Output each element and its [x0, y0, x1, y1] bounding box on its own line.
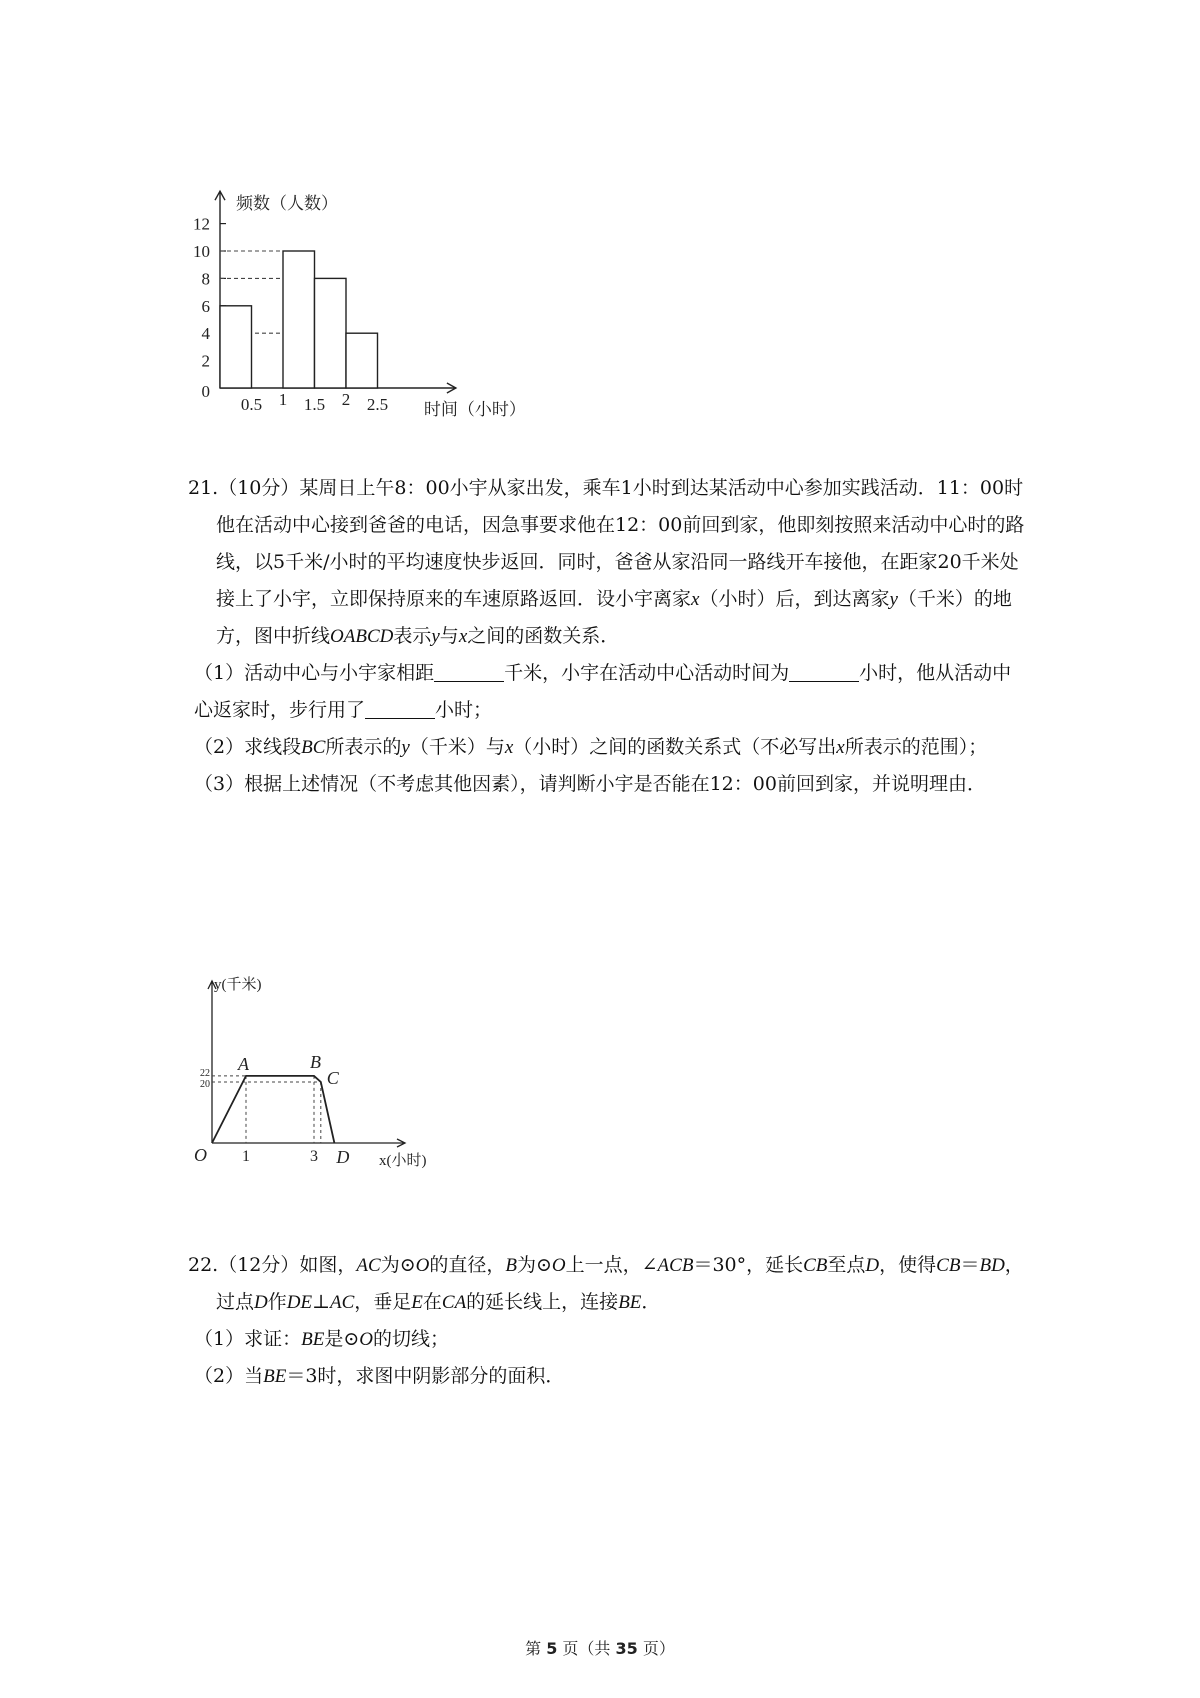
var-be: BE	[301, 1329, 325, 1350]
x-tick-label: 1.5	[303, 395, 326, 414]
var-d: D	[254, 1292, 268, 1313]
q22-part-1	[188, 1321, 1028, 1358]
var-bc: BC	[301, 737, 326, 758]
question-22	[188, 1247, 1028, 1395]
q21-part-1	[188, 655, 1028, 729]
var-ac: AC	[356, 1255, 381, 1276]
q21-stem-text: 与	[439, 625, 459, 647]
var-o: O	[359, 1329, 373, 1350]
q22-text: 22.（12分）如图，	[188, 1254, 357, 1276]
x-axis-title: 时间（小时）	[423, 400, 526, 420]
var-be: BE	[263, 1366, 287, 1387]
q22-text: 的直径，	[429, 1254, 506, 1276]
y-tick-label: 20	[200, 1079, 210, 1090]
q21-p2-text: （千米）与	[409, 736, 505, 758]
q21-part-3	[188, 766, 1028, 803]
q21-p2-text: （小时）之间的函数关系式（不必写出	[513, 736, 837, 758]
q21-stem-text: 21.（10分）某周日上午8：00小宇从家出发，乘车1小时到达某活动中心参加实践活动．11：00时他在活动中心接到爸爸的电话，因急事要求他在12：00前回到家，他即刻按照来活动中心时的路线，以5千米/小时的平均速度快步返回．同时，爸爸从家沿同一路线开车接他，在距家20千米处接上了小宇，立即保持原来的车速原路返回．设小宇离家	[188, 477, 1025, 610]
histogram-bar	[315, 278, 347, 388]
footer-text: 页（共	[562, 1639, 611, 1658]
footer-text: 第	[525, 1639, 542, 1658]
y-tick-label: 4	[201, 324, 210, 344]
var-o: O	[551, 1255, 566, 1276]
x-tick-label: 3	[310, 1148, 318, 1165]
x-axis-title: x(小时)	[379, 1153, 427, 1169]
q22-text: 为⊙	[380, 1254, 416, 1276]
series-line-oabcd	[212, 1076, 334, 1143]
x-tick-label: 0.5	[240, 395, 263, 414]
q21-stem-text: 之间的函数关系．	[467, 625, 620, 647]
point-label: C	[326, 1068, 339, 1088]
var-o: O	[415, 1255, 430, 1276]
var-acb: ACB	[657, 1255, 694, 1276]
q21-stem-text: （小时）后，到达离家	[699, 588, 890, 610]
var-y: y	[401, 737, 410, 758]
q22-p2-text: （2）当	[194, 1365, 264, 1387]
q22-part-2	[188, 1358, 1028, 1395]
y-axis-title: y(千米)	[214, 977, 262, 993]
y-tick-label: 2	[201, 351, 210, 371]
answer-blank[interactable]	[789, 659, 859, 682]
x-tick-label: 1	[278, 390, 288, 409]
q22-text: 在	[422, 1291, 442, 1313]
answer-blank[interactable]	[434, 659, 504, 682]
q22-text: ＝30°，延长	[693, 1254, 804, 1276]
q22-p2-text: ＝3时，求图中阴影部分的面积．	[286, 1365, 565, 1387]
q22-text: 的延长线上，连接	[466, 1291, 619, 1313]
frequency-histogram	[190, 130, 580, 460]
var-e: E	[411, 1292, 423, 1313]
histogram-bar	[283, 251, 315, 388]
q21-p1-text: 千米，小宇在活动中心活动时间为	[504, 662, 790, 684]
var-x: x	[458, 626, 468, 647]
q22-p1-text: （1）求证：	[194, 1328, 302, 1350]
page-footer	[0, 1636, 1200, 1659]
page-number: 5	[546, 1639, 558, 1658]
question-21	[188, 470, 1028, 803]
histogram-bar	[220, 306, 252, 388]
y-axis-title: 频数（人数）	[236, 194, 338, 215]
var-x: x	[504, 737, 514, 758]
q22-text: 上一点，∠	[565, 1254, 658, 1276]
y-tick-label: 8	[201, 269, 210, 289]
var-y: y	[431, 626, 440, 647]
var-ca: CA	[441, 1292, 467, 1313]
q21-p2-text: （2）求线段	[194, 736, 302, 758]
y-tick-label: 0	[201, 382, 210, 401]
y-tick-label: 12	[193, 214, 210, 234]
q22-text: ⊥	[312, 1291, 330, 1313]
y-tick-label: 6	[201, 296, 210, 316]
q21-p2-text: 所表示的范围）；	[844, 736, 988, 758]
var-ac: AC	[329, 1292, 355, 1313]
distance-time-graph	[194, 975, 450, 1185]
y-tick-label: 22	[200, 1067, 210, 1079]
var-b: B	[505, 1255, 517, 1276]
q22-p1-text: 是⊙	[324, 1328, 360, 1350]
q22-text: ，过点	[216, 1254, 1024, 1313]
var-y: y	[889, 589, 898, 610]
q21-p2-text: 所表示的	[325, 736, 402, 758]
q22-text: ，使得	[879, 1254, 937, 1276]
point-label: B	[310, 1051, 321, 1072]
var-bd: BD	[979, 1255, 1005, 1276]
point-label: D	[336, 1147, 350, 1167]
y-tick-label: 10	[193, 242, 210, 261]
q22-text: 为⊙	[516, 1254, 552, 1276]
q21-stem	[188, 470, 1028, 655]
q21-p1-text: 小时，他从活动中心返家时，步行用了	[194, 662, 1012, 721]
q21-stem-text: 表示	[393, 625, 432, 647]
var-de: DE	[286, 1292, 313, 1313]
var-x: x	[836, 737, 845, 758]
footer-text: 页）	[642, 1639, 675, 1658]
q21-stem-text: （千米）的地方，图中折线	[216, 588, 1012, 647]
histogram-bar	[346, 333, 378, 388]
point-label: A	[238, 1053, 249, 1074]
q22-p1-text: 的切线；	[372, 1328, 449, 1350]
q21-p3-text: （3）根据上述情况（不考虑其他因素），请判断小宇是否能在12：00前回到家，并说明理由．	[194, 773, 986, 795]
answer-blank[interactable]	[365, 696, 435, 719]
x-tick-label: 2.5	[366, 395, 389, 414]
var-cb: CB	[936, 1255, 961, 1276]
x-tick-label: 2	[341, 390, 351, 409]
var-be: BE	[618, 1292, 642, 1313]
q22-text: ＝	[960, 1254, 980, 1276]
q22-stem	[188, 1247, 1028, 1321]
var-oabcd: OABCD	[330, 626, 394, 647]
var-cb: CB	[803, 1255, 828, 1276]
q22-text: ．	[641, 1291, 661, 1313]
var-x: x	[691, 589, 700, 610]
q22-text: ，垂足	[354, 1291, 412, 1313]
total-pages: 35	[615, 1639, 638, 1658]
q21-p1-text: 小时；	[435, 699, 493, 721]
q22-text: 至点	[827, 1254, 866, 1276]
var-d: D	[865, 1255, 880, 1276]
q21-p1-text: （1）活动中心与小宇家相距	[194, 662, 435, 684]
point-label: O	[194, 1145, 207, 1165]
q22-text: 作	[267, 1291, 287, 1313]
x-tick-label: 1	[242, 1148, 250, 1165]
q21-part-2	[188, 729, 1028, 766]
